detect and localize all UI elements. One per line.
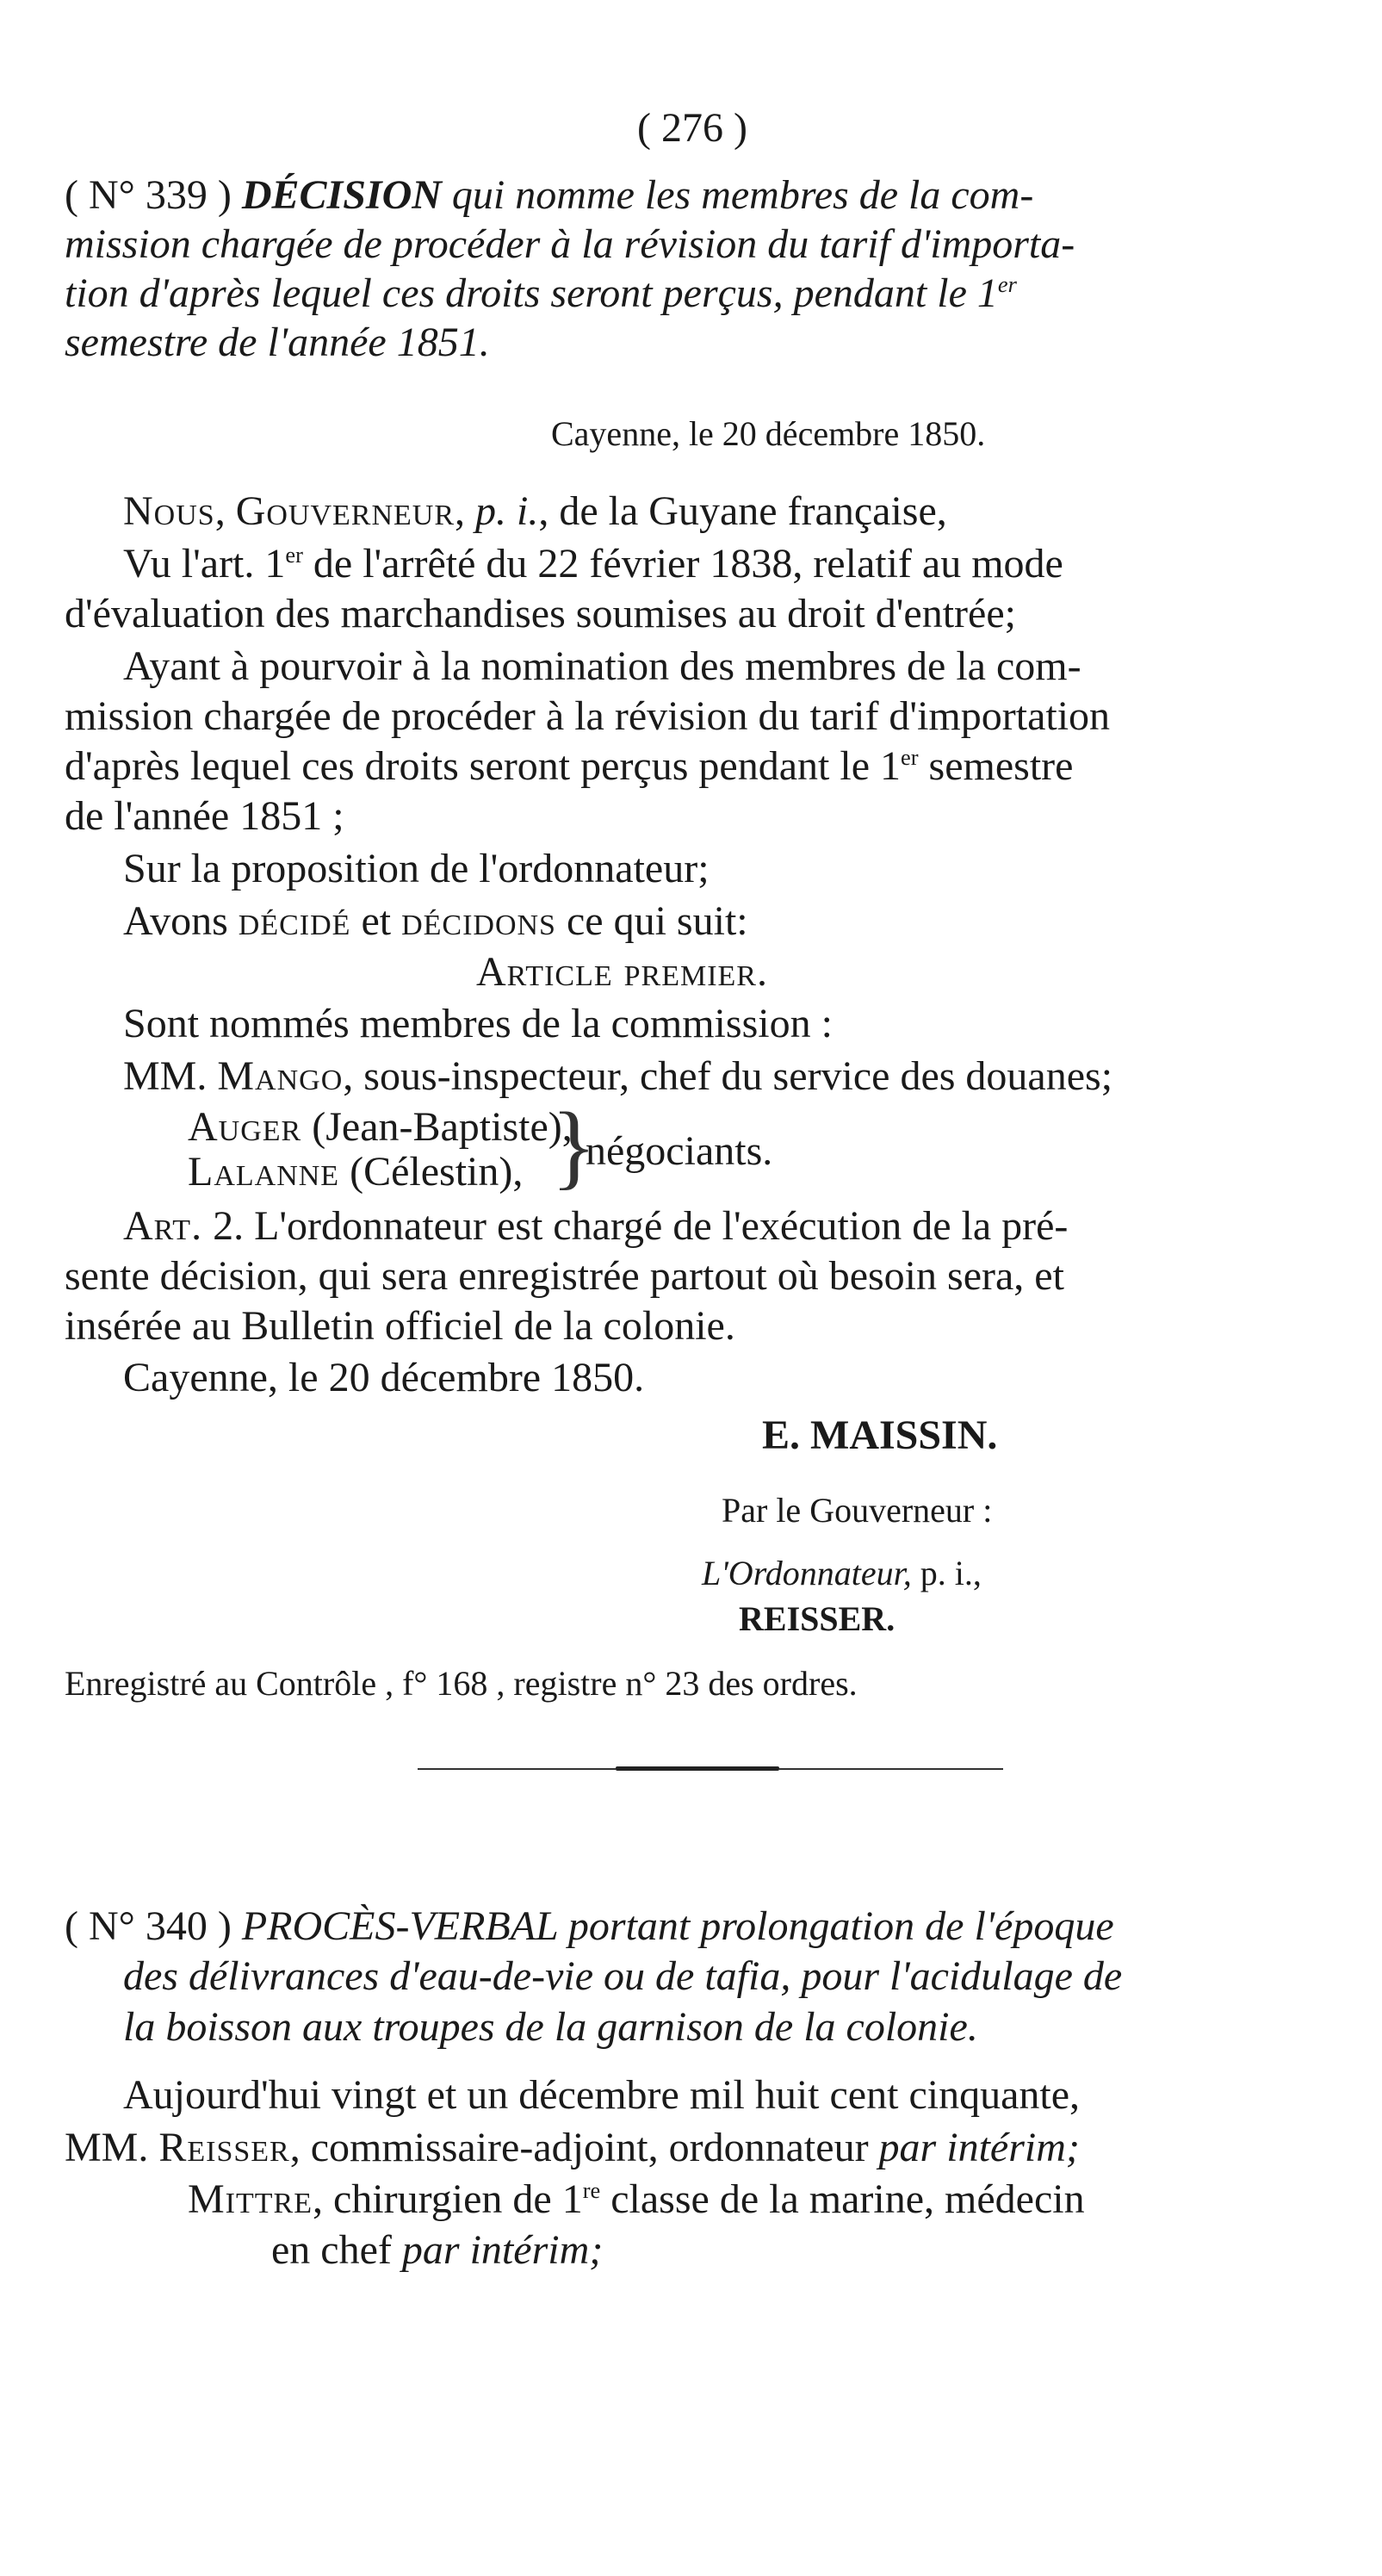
decision-title-word: DÉCISION — [241, 172, 442, 218]
negociants-label: négociants. — [586, 1128, 773, 1174]
signature-maissin: E. MAISSIN. — [762, 1412, 998, 1458]
vu-line2: d'évaluation des marchandises soumises au droit d'entrée; — [65, 591, 1016, 636]
proces-title-line3: la boisson aux troupes de la garnison de la colonie. — [123, 2004, 978, 2050]
mittre-line: Mittre, chirurgien de 1re classe de la marine, médecin — [188, 2176, 1085, 2222]
aujourdhui-line: Aujourd'hui vingt et un décembre mil huit cent cinquante, — [123, 2072, 1081, 2118]
proces-title-line2: des délivrances d'eau-de-vie ou de tafia, pour l'acidulage de — [123, 1953, 1123, 1999]
proces-number: ( N° 340 ) — [65, 1903, 232, 1949]
decision-title-line2: mission chargée de procéder à la révision du tarif d'importa- — [65, 221, 1075, 267]
separator-center — [616, 1766, 779, 1771]
proces-heading-line1 — [65, 1903, 1114, 1949]
separator-left — [418, 1768, 616, 1770]
en-chef-line: en chef par intérim; — [271, 2227, 604, 2273]
closing-date: Cayenne, le 20 décembre 1850. — [123, 1355, 645, 1400]
page-number: ( 276 ) — [637, 105, 747, 151]
ayant-line1: Ayant à pourvoir à la nomination des membres de la com- — [123, 643, 1081, 689]
art2-line2: sente décision, qui sera enregistrée partout où besoin sera, et — [65, 1253, 1064, 1299]
proces-title-part1: PROCÈS-VERBAL portant prolongation de l'époque — [241, 1903, 1114, 1949]
mm-reisser-line: MM. Reisser, commissaire-adjoint, ordonnateur par intérim; — [65, 2125, 1080, 2170]
ayant-line4: de l'année 1851 ; — [65, 793, 344, 839]
sur-proposition: Sur la proposition de l'ordonnateur; — [123, 846, 710, 891]
lalanne-line: Lalanne (Célestin), — [188, 1149, 524, 1195]
ayant-line2: mission chargée de procéder à la révision du tarif d'importation — [65, 693, 1111, 739]
decision-number: ( N° 339 ) — [65, 172, 232, 218]
brace: } — [551, 1093, 597, 1198]
decision-title-line4: semestre de l'année 1851. — [65, 320, 490, 365]
decision-title-part1: qui nomme les membres de la com- — [451, 172, 1034, 218]
auger-line: Auger (Jean-Baptiste), — [188, 1104, 573, 1150]
decision-heading-line1 — [65, 172, 1034, 218]
decision-title-line3: tion d'après lequel ces droits seront perçus, pendant le 1er — [65, 270, 1017, 316]
signature-reisser: REISSER. — [739, 1599, 896, 1638]
art2-line3: insérée au Bulletin officiel de la colonie. — [65, 1303, 735, 1349]
ayant-line3: d'après lequel ces droits seront perçus pendant le 1er semestre — [65, 743, 1074, 789]
mm-mango-line: MM. Mango, sous-inspecteur, chef du service des douanes; — [123, 1053, 1113, 1099]
place-date: Cayenne, le 20 décembre 1850. — [551, 414, 986, 453]
vu-line1: Vu l'art. 1er de l'arrêté du 22 février 1838, relatif au mode — [123, 541, 1063, 587]
article-premier: Article premier. — [476, 949, 768, 995]
par-le-gouverneur: Par le Gouverneur : — [722, 1491, 993, 1530]
sont-nommes: Sont nommés membres de la commission : — [123, 1001, 833, 1046]
enregistre-line: Enregistré au Contrôle , f° 168 , registre n° 23 des ordres. — [65, 1664, 858, 1703]
separator-right — [779, 1768, 1003, 1770]
ordonnateur-line: L'Ordonnateur, p. i., — [702, 1554, 982, 1592]
art2-line1: Art. 2. L'ordonnateur est chargé de l'exécution de la pré- — [123, 1203, 1069, 1249]
avons-decide: Avons décidé et décidons ce qui suit: — [123, 898, 748, 944]
nous-gouverneur-line: Nous, Gouverneur, p. i., de la Guyane française, — [123, 488, 947, 534]
